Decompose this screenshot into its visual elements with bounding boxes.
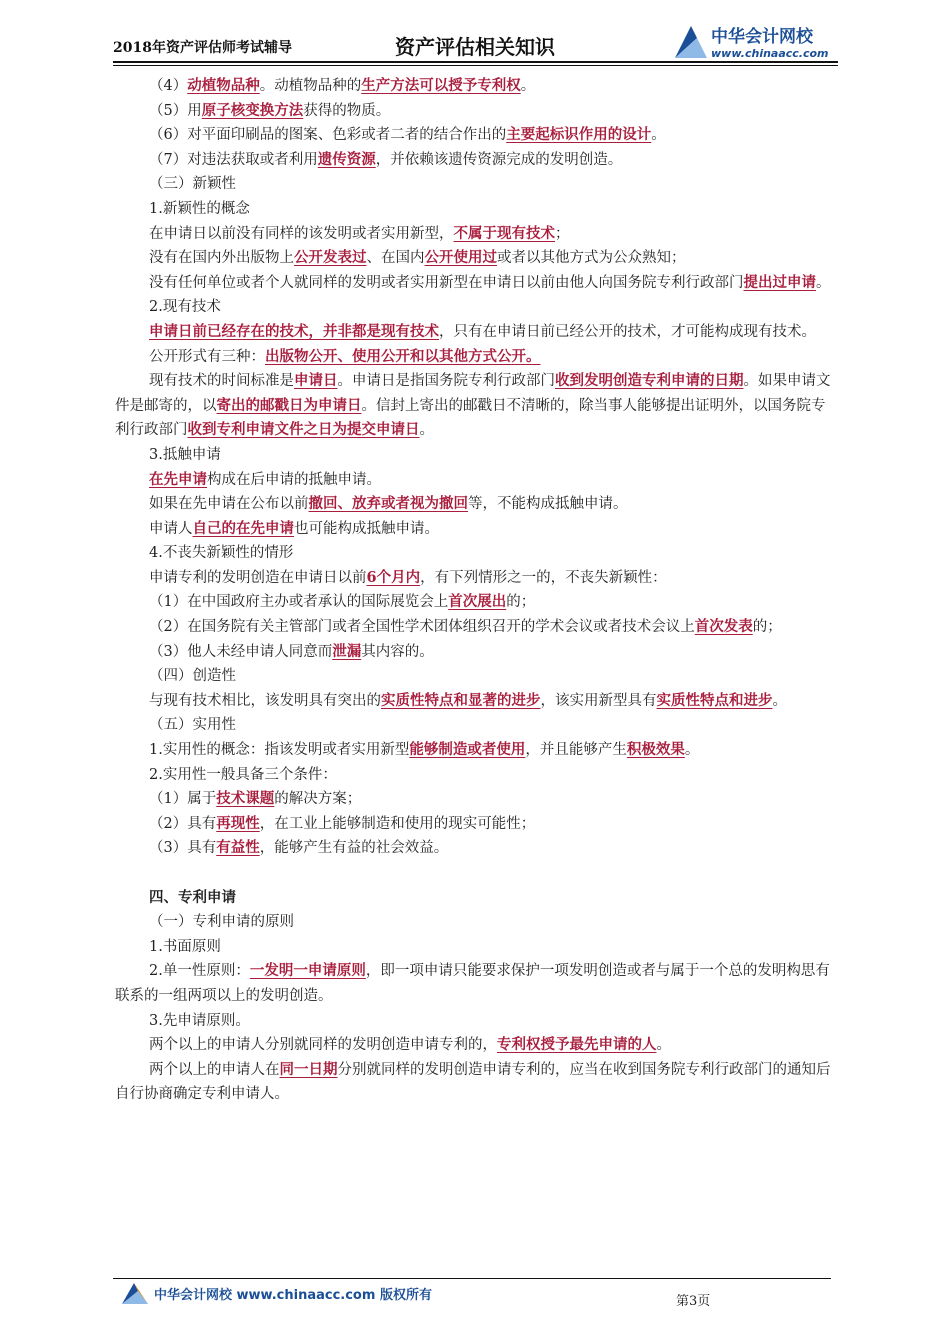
paragraph: 没有在国内外出版物上公开发表过、在国内公开使用过或者以其他方式为公众熟知；	[149, 249, 686, 267]
header-divider	[113, 61, 838, 63]
header-divider-thin	[113, 65, 838, 66]
paragraph: 在先申请构成在后申请的抵触申请。	[149, 470, 381, 488]
paragraph: 没有任何单位或者个人就同样的发明或者实用新型在申请日以前由他人向国务院专利行政部门提出过申请。	[149, 273, 831, 291]
paragraph: 两个以上的申请人分别就同样的发明创造申请专利的，专利权授予最先申请的人。	[149, 1036, 671, 1054]
paragraph: （7）对违法获取或者利用遗传资源，并依赖该遗传资源完成的发明创造。	[149, 150, 623, 168]
logo-name: 中华会计网校	[711, 27, 813, 47]
header-subject-title: 资产评估相关知识	[395, 35, 555, 59]
footer-divider	[113, 1278, 831, 1279]
paragraph: 申请人自己的在先申请也可能构成抵触申请。	[149, 519, 439, 537]
paragraph: 1.实用性的概念：指该发明或者实用新型能够制造或者使用，并且能够产生积极效果。	[149, 741, 700, 759]
paragraph: 如果在先申请在公布以前撤回、放弃或者视为撤回等，不能构成抵触申请。	[149, 495, 628, 513]
subsection-heading: 1.新颖性的概念	[149, 200, 250, 217]
spacer	[115, 861, 837, 886]
paragraph: 与现有技术相比，该发明具有突出的实质性特点和显著的进步，该实用新型具有实质性特点和进步。	[149, 691, 787, 709]
paragraph: 申请日前已经存在的技术，并非都是现有技术，只有在申请日前已经公开的技术，才可能构成现有技术。	[149, 322, 816, 340]
page-number: 第3页	[676, 1294, 711, 1309]
paragraph: （2）在国务院有关主管部门或者全国性学术团体组织召开的学术会议或者技术会议上首次发表的；	[149, 618, 782, 636]
paragraph: 两个以上的申请人在同一日期分别就同样的发明创造申请专利的，应当在收到国务院专利行政部门的通知后自行协商确定专利申请人。	[115, 1060, 831, 1103]
paragraph: （3）具有有益性，能够产生有益的社会效益。	[149, 839, 449, 857]
chapter-heading: 四、专利申请	[149, 889, 236, 906]
subsection-heading: 3.先申请原则。	[149, 1012, 250, 1029]
footer-logo-icon	[120, 1280, 150, 1306]
paragraph: （4）动植物品种。动植物品种的生产方法可以授予专利权。	[149, 77, 536, 94]
section-heading: （五）实用性	[149, 717, 236, 734]
header-exam-title: 2018年资产评估师考试辅导	[113, 40, 292, 56]
logo-triangle-icon	[671, 20, 709, 62]
paragraph: （2）具有再现性，在工业上能够制造和使用的现实可能性；	[149, 814, 536, 832]
paragraph: （5）用原子核变换方法获得的物质。	[149, 101, 391, 119]
paragraph: （1）属于技术课题的解决方案；	[149, 790, 362, 808]
document-body	[115, 74, 837, 1107]
paragraph: 2.单一性原则：一发明一申请原则，即一项申请只能要求保护一项发明创造或者与属于一个总的发明构思有联系的一组两项以上的发明创造。	[115, 962, 830, 1004]
footer-copyright[interactable]: 中华会计网校 www.chinaacc.com 版权所有	[154, 1288, 432, 1303]
page-header	[113, 14, 840, 62]
section-heading: （四）创造性	[149, 668, 236, 685]
subsection-heading: 4.不丧失新颖性的情形	[149, 545, 294, 562]
subsection-heading: 2.现有技术	[149, 299, 221, 316]
paragraph: （6）对平面印刷品的图案、色彩或者二者的结合作出的主要起标识作用的设计。	[149, 126, 666, 144]
paragraph: （1）在中国政府主办或者承认的国际展览会上首次展出的；	[149, 593, 536, 611]
section-heading: （一）专利申请的原则	[149, 914, 294, 931]
paragraph: 2.实用性一般具备三个条件：	[149, 766, 337, 783]
section-heading: （三）新颖性	[149, 176, 236, 193]
paragraph: 申请专利的发明创造在申请日以前6个月内，有下列情形之一的，不丧失新颖性：	[149, 568, 667, 586]
paragraph: （3）他人未经申请人同意而泄漏其内容的。	[149, 642, 434, 660]
subsection-heading: 3.抵触申请	[149, 446, 221, 463]
brand-logo[interactable]	[671, 18, 841, 62]
paragraph: 现有技术的时间标准是申请日。申请日是指国务院专利行政部门收到发明创造专利申请的日期。如果申请文件是邮寄的，以寄出的邮戳日为申请日。信封上寄出的邮戳日不清晰的，除当事人能够提出证明外，以国务院专利行政部门收到专利申请文件之日为提交申请日。	[115, 372, 831, 439]
paragraph: 在申请日以前没有同样的该发明或者实用新型，不属于现有技术；	[149, 224, 570, 242]
logo-url: www.chinaacc.com	[711, 47, 829, 60]
subsection-heading: 1.书面原则	[149, 938, 221, 955]
paragraph: 公开形式有三种：出版物公开、使用公开和以其他方式公开。	[149, 347, 541, 365]
